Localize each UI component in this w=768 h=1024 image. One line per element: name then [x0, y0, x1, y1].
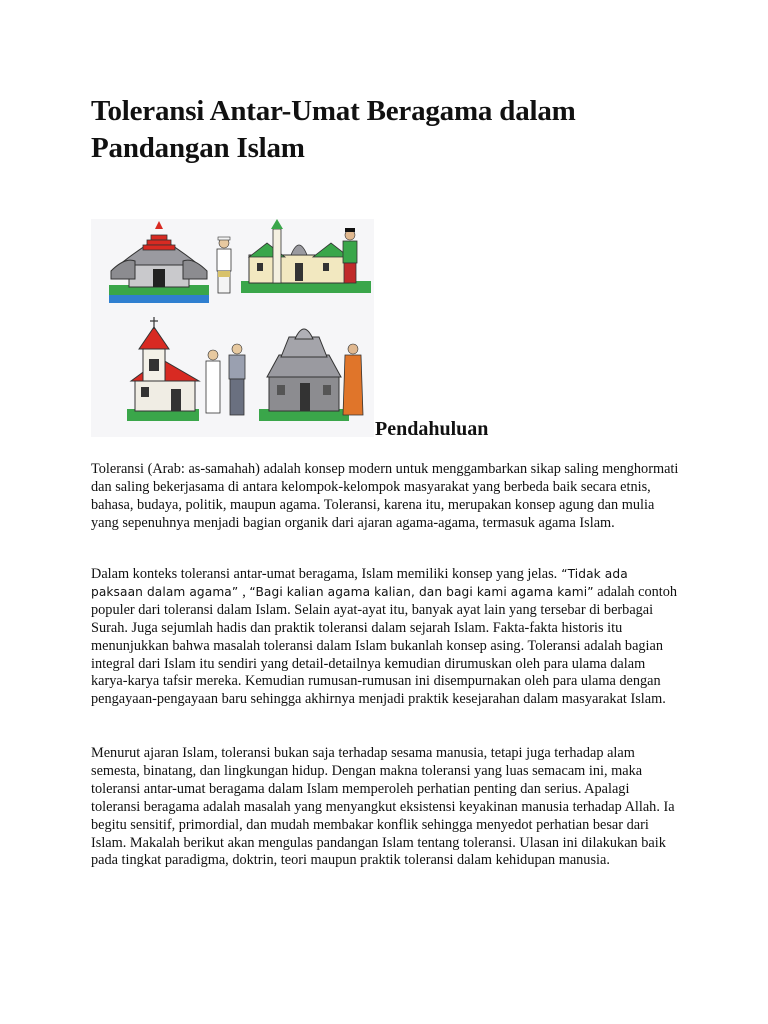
paragraph-2 — [91, 566, 681, 709]
quote-no-compulsion: “Tidak ada paksaan dalam agama” — [91, 567, 628, 599]
page-title: Toleransi Antar-Umat Beragama dalam Pandangan Islam — [91, 95, 576, 164]
quote-separator: , — [242, 583, 250, 600]
religious-buildings-illustration — [91, 219, 374, 437]
section-heading: Pendahuluan — [375, 418, 489, 440]
paragraph-3: Menurut ajaran Islam, toleransi bukan saja terhadap sesama manusia, tetapi juga terhadap alam semesta, binatang, dan lingkungan hidup. Dengan makna toleransi yang luas semacam ini, maka toleransi antar-umat beragama dalam Islam memperoleh perhatian penting dan serius. Apalagi toleransi beragama adalah masalah yang menyangkut eksistensi keyakinan manusia terhadap Allah. Ia begitu sensitif, primordial, dan mudah membakar konflik sehingga menyedot perhatian besar dari Islam. Makalah berikut akan mengulas pandangan Islam tentang toleransi. Ulasan ini dilakukan baik pada tingkat paradigma, doktrin, teori maupun praktik toleransi dalam kehidupan manusia. — [91, 745, 675, 869]
quote-your-religion: “Bagi kalian agama kalian, dan bagi kami agama kami” — [249, 584, 594, 599]
paragraph-1: Toleransi (Arab: as-samahah) adalah konsep modern untuk menggambarkan sikap saling menghormati dan saling bekerjasama di antara kelompok-kelompok masyarakat yang berbeda baik secara etnis, bahasa, budaya, politik, maupun agama. Toleransi, karena itu, merupakan konsep agung dan mulia yang sepenuhnya menjadi bagian organik dari ajaran agama-agama, termasuk agama Islam. — [91, 461, 679, 531]
paragraph-2-intro: Dalam konteks toleransi antar-umat beragama, Islam memiliki konsep yang jelas. — [91, 566, 558, 582]
paragraph-2-rest: adalah contoh populer dari toleransi dalam Islam. Selain ayat-ayat itu, banyak ayat lain yang tersebar di berbagai Surah. Juga sejumlah hadis dan praktik toleransi dalam sejarah Islam. Fakta-fakta historis itu menunjukkan bahwa masalah toleransi dalam Islam bukanlah konsep asing. Toleransi adalah bagian integral dari Islam itu sendiri yang detail-detailnya kemudian dirumuskan oleh para ulama dalam karya-karya tafsir mereka. Kemudian rumusan-rumusan ini disempurnakan oleh para ulama dengan pengayaan-pengayaan baru sehingga akhirnya menjadi praktik kesejarahan dalam masyarakat Islam. — [91, 583, 678, 708]
